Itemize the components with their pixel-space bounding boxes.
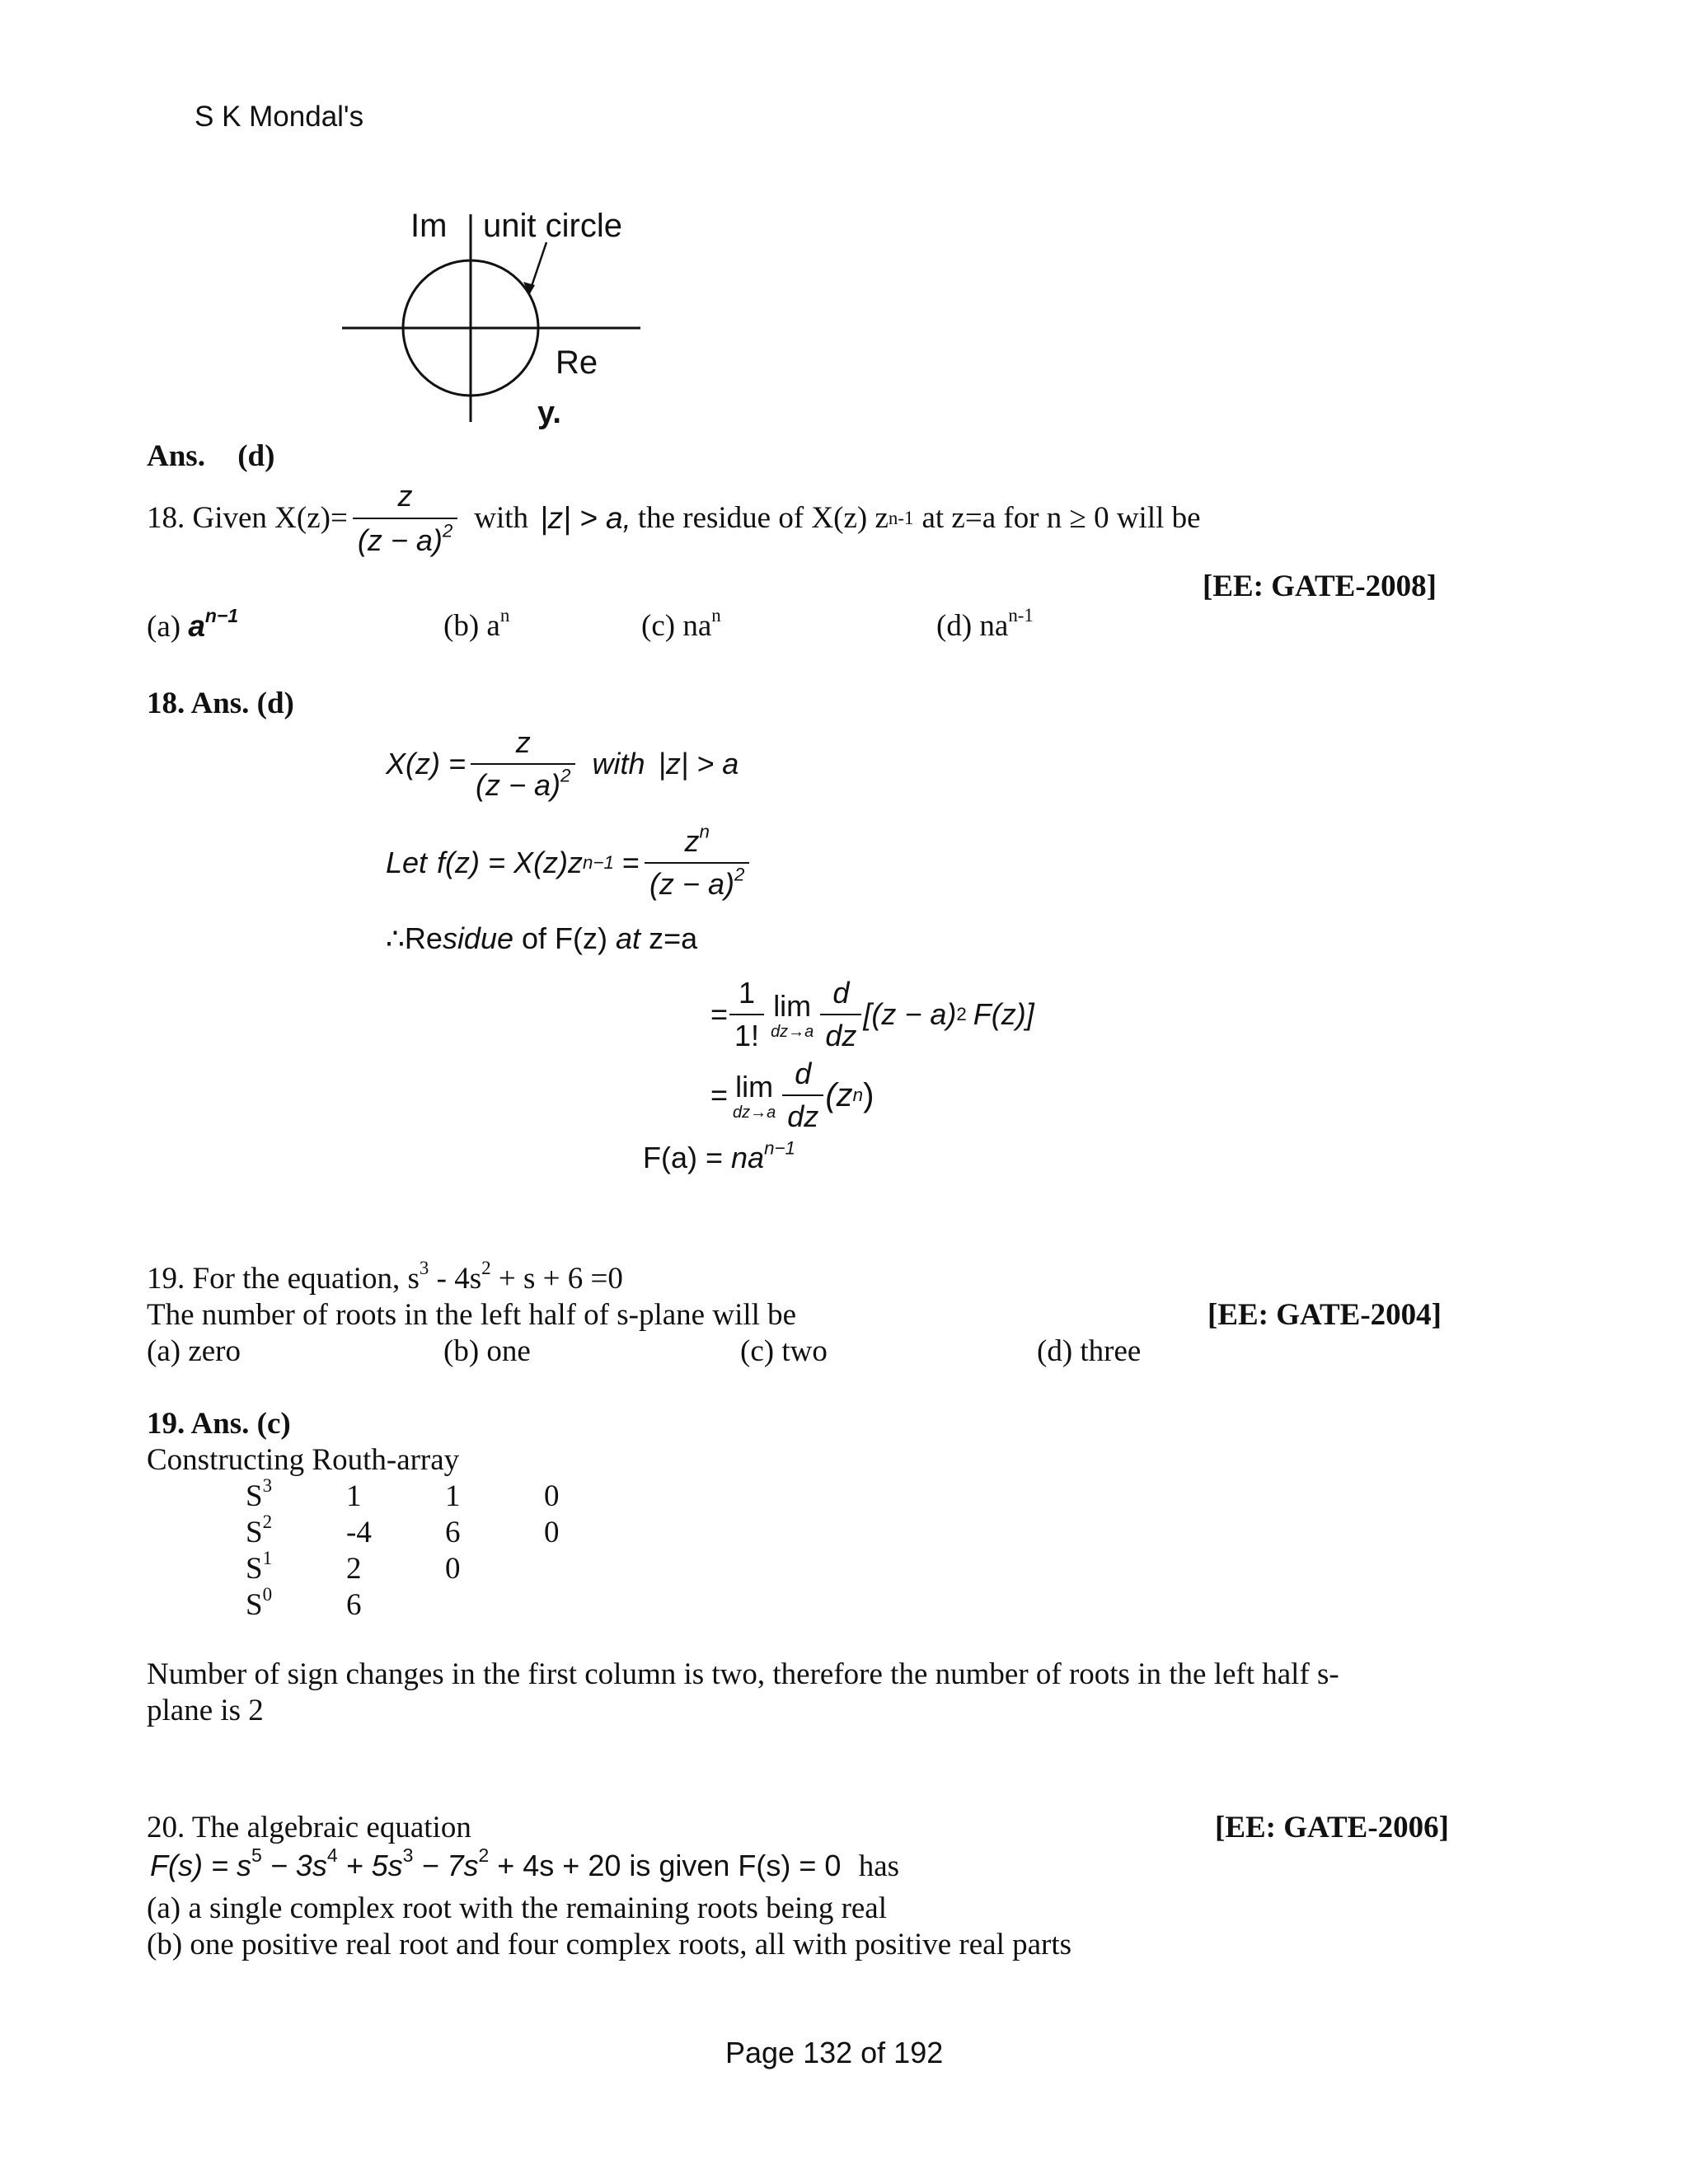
a18-l2-eq: = <box>621 846 640 879</box>
routh-row-label-power: 1 <box>262 1547 273 1568</box>
q20-eq-t4: − 7s <box>413 1849 479 1882</box>
q20-eq-has: has <box>858 1849 900 1883</box>
unit-circle-label: unit circle <box>483 208 622 244</box>
q18-with: with <box>474 501 529 535</box>
routh-cell: -4 <box>346 1516 372 1549</box>
q20-line1: 20. The algebraic equation <box>147 1811 471 1844</box>
figure-y-label: y. <box>537 396 561 430</box>
a18-l4-lim-sub: dz→a <box>771 1023 814 1041</box>
a18-l2-lhs: f(z) = X(z)z <box>437 846 584 879</box>
a18-l4-limit <box>771 989 814 1040</box>
q20-eq-t3: + 5s <box>337 1849 403 1882</box>
routh-cell: 6 <box>445 1516 461 1549</box>
routh-row-label-power: 0 <box>262 1583 273 1605</box>
q18-option-b <box>443 604 510 644</box>
a18-line6 <box>643 1137 795 1175</box>
q18-fraction-denominator: (z − a) <box>357 523 443 557</box>
a18-l1-condition: |z| > a <box>658 747 739 780</box>
q19-line1-post: + s + 6 =0 <box>490 1262 623 1296</box>
q19-line1-s3: 3 <box>419 1257 429 1278</box>
a18-l5-lim: lim <box>735 1070 774 1104</box>
a18-l5-eq: = <box>710 1078 729 1112</box>
q18-condition: |z| > a, <box>540 501 631 535</box>
q20-equation <box>150 1844 900 1885</box>
a18-l5-tail: (z <box>825 1076 853 1113</box>
a18-l1-lhs: X(z) = <box>386 747 467 780</box>
q20-exam-tag: [EE: GATE-2006] <box>1215 1811 1450 1844</box>
routh-cell: 6 <box>346 1588 362 1622</box>
routh-cell: 0 <box>544 1516 560 1549</box>
q20-eq-e2: 2 <box>478 1844 490 1866</box>
q19-option-b: (b) one <box>443 1334 531 1368</box>
a18-l6-rhs: na <box>731 1141 765 1174</box>
routh-row-label <box>246 1583 273 1624</box>
q18-option-a <box>147 604 239 645</box>
a18-l5-d-den: dz <box>782 1094 823 1134</box>
a18-l4-d-den: dz <box>820 1014 861 1053</box>
a18-l5-close: ) <box>863 1076 874 1113</box>
a19-subheading: Constructing Routh-array <box>147 1443 460 1477</box>
a18-l3-sidue: sidue <box>442 921 513 955</box>
q19-line1 <box>147 1257 623 1297</box>
a18-l2-fraction <box>645 821 749 902</box>
a18-l4-fraction <box>729 976 764 1053</box>
q19-line1-mid: - 4s <box>429 1262 482 1296</box>
q20-eq-e4: 4 <box>326 1844 338 1866</box>
a19-conclusion-line1: Number of sign changes in the first column is two, therefore the number of roots in the left half s- <box>147 1657 1339 1691</box>
a18-l6-sup: n−1 <box>764 1137 795 1159</box>
a18-line3 <box>386 921 697 956</box>
q18-question: 18. Given X(z)= $\frac{z}{(z - a)^2}$ with |z| > a, the residue of X(z) z n-1 at z=a for n ≥ 0 will be <box>147 479 1201 557</box>
q19-line1-pre: 19. For the equation, s <box>147 1262 420 1296</box>
a18-l4-lim: lim <box>773 989 812 1023</box>
a18-l1-denominator: (z − a) <box>476 768 561 802</box>
a18-l1-numerator: z <box>515 725 531 759</box>
q19-option-d: (d) three <box>1037 1334 1142 1368</box>
q20-eq-e3: 3 <box>402 1844 414 1866</box>
q20-eq-t5: + 4s + 20 is given F(s) = 0 <box>489 1849 842 1882</box>
q18-option-c-label: (c) na <box>641 609 712 643</box>
q18-options <box>147 604 1301 649</box>
a18-l2-exponent: 2 <box>734 864 745 885</box>
q19-exam-tag: [EE: GATE-2004] <box>1207 1298 1442 1332</box>
q18-fraction-numerator: z <box>397 479 413 513</box>
a18-l4-d-num: d <box>832 976 850 1010</box>
a18-l4-denominator: 1! <box>729 1014 764 1053</box>
routh-row-label-base: S <box>246 1516 263 1549</box>
q18-option-d <box>936 604 1034 644</box>
q19-option-c: (c) two <box>740 1334 828 1368</box>
q18-option-d-sup: n-1 <box>1008 604 1034 626</box>
routh-row-label-base: S <box>246 1479 263 1513</box>
a18-l1-fraction <box>471 725 575 803</box>
page-header-author: S K Mondal's <box>195 101 364 133</box>
a18-l2-numerator: z <box>684 824 700 858</box>
q20-eq-e5: 5 <box>251 1844 262 1866</box>
a18-l4-numerator: 1 <box>738 976 756 1010</box>
a18-l5-lim-sub: dz→a <box>733 1104 776 1122</box>
q18-option-b-sup: n <box>499 604 510 626</box>
q18-option-d-label: (d) na <box>936 609 1009 643</box>
page-number: Page 132 of 192 <box>725 2036 944 2069</box>
routh-row <box>246 1583 658 1624</box>
a18-l2-let: Let <box>386 846 428 879</box>
routh-row <box>246 1511 658 1551</box>
q18-fraction-exponent: 2 <box>442 520 453 541</box>
q20-eq-lhs: F(s) = s <box>150 1849 251 1882</box>
a18-l3-of: of F(z) <box>522 921 608 955</box>
a18-line4: = $\frac{1}{1!}$ lim dz→a $\frac{d}{dz}$ [(z − a) 2 F(z)] <box>710 976 1034 1052</box>
a18-line2: Let f(z) = X(z)z n−1 = $\frac{z^n}{(z - a)^2}$ <box>386 824 754 902</box>
q20-option-b: (b) one positive real root and four complex roots, all with positive real parts <box>147 1928 1072 1961</box>
routh-row-label <box>246 1511 273 1551</box>
a18-l2-numerator-sup: n <box>699 821 710 842</box>
a18-l1-with: with <box>592 747 645 780</box>
routh-cell: 0 <box>544 1479 560 1513</box>
routh-cell: 1 <box>445 1479 461 1513</box>
q19-line2: The number of roots in the left half of s-plane will be <box>147 1298 797 1332</box>
q17-answer-choice: (d) <box>237 439 275 473</box>
q19-options <box>147 1333 1301 1375</box>
a18-l4-tail: [(z − a) <box>863 997 957 1031</box>
a18-l3-therefore: ∴ <box>386 921 405 955</box>
routh-row <box>246 1547 658 1587</box>
a18-l4-eq: = <box>710 997 729 1031</box>
routh-row-label-power: 3 <box>262 1474 273 1496</box>
a18-heading: 18. Ans. (d) <box>147 687 294 720</box>
a18-l5-derivative <box>782 1057 823 1134</box>
q18-exam-tag: [EE: GATE-2008] <box>1203 569 1437 603</box>
q20-option-a: (a) a single complex root with the remaining roots being real <box>147 1891 888 1925</box>
routh-cell: 0 <box>445 1552 461 1586</box>
q18-option-c <box>641 604 721 644</box>
routh-row <box>246 1474 658 1515</box>
routh-row-label <box>246 1474 273 1515</box>
q18-prefix: 18. Given X(z)= <box>147 501 348 535</box>
a18-l5-d-num: d <box>795 1057 812 1090</box>
q18-residue-text: the residue of X(z) z <box>637 501 889 535</box>
q17-answer <box>147 438 274 475</box>
a18-l3-re: Re <box>404 921 443 955</box>
q17-answer-label: Ans. <box>147 439 205 473</box>
a18-l5-limit <box>733 1070 776 1121</box>
q19-line1-s2: 2 <box>481 1257 491 1278</box>
a18-l1-exponent: 2 <box>560 765 571 786</box>
a18-l2-denominator: (z − a) <box>649 867 734 901</box>
q18-option-b-label: (b) a <box>443 609 500 643</box>
q18-option-a-label: (a) <box>147 610 181 644</box>
routh-row-label <box>246 1547 273 1587</box>
a18-l3-z: z=a <box>649 921 698 955</box>
routh-cell: 2 <box>346 1552 362 1586</box>
routh-array <box>246 1474 658 1624</box>
q20-eq-t2: − 3s <box>261 1849 327 1882</box>
routh-row-label-power: 2 <box>262 1511 273 1532</box>
routh-row-label-base: S <box>246 1588 263 1622</box>
im-axis-label: Im <box>410 208 448 244</box>
q18-option-a-base: a <box>188 609 205 643</box>
routh-row-label-base: S <box>246 1552 263 1586</box>
a18-l4-derivative <box>820 976 861 1053</box>
q18-option-c-sup: n <box>711 604 721 626</box>
q18-fraction <box>353 478 457 559</box>
a19-heading: 19. Ans. (c) <box>147 1407 291 1441</box>
routh-cell: 1 <box>346 1479 362 1513</box>
a19-conclusion-line2: plane is 2 <box>147 1694 264 1727</box>
re-axis-label: Re <box>556 344 598 381</box>
a18-l4-tail2: F(z)] <box>973 997 1034 1031</box>
a18-line5: = lim dz→a $\frac{d}{dz}$ (z n ) <box>710 1057 874 1133</box>
q18-residue-tail: at z=a for n ≥ 0 will be <box>921 501 1201 535</box>
q18-option-a-sup: n−1 <box>204 604 239 626</box>
a18-l6-lhs: F(a) = <box>643 1141 724 1174</box>
a18-line1 <box>386 725 738 803</box>
q19-option-a: (a) zero <box>147 1334 241 1368</box>
a18-l3-at: at <box>616 921 641 955</box>
